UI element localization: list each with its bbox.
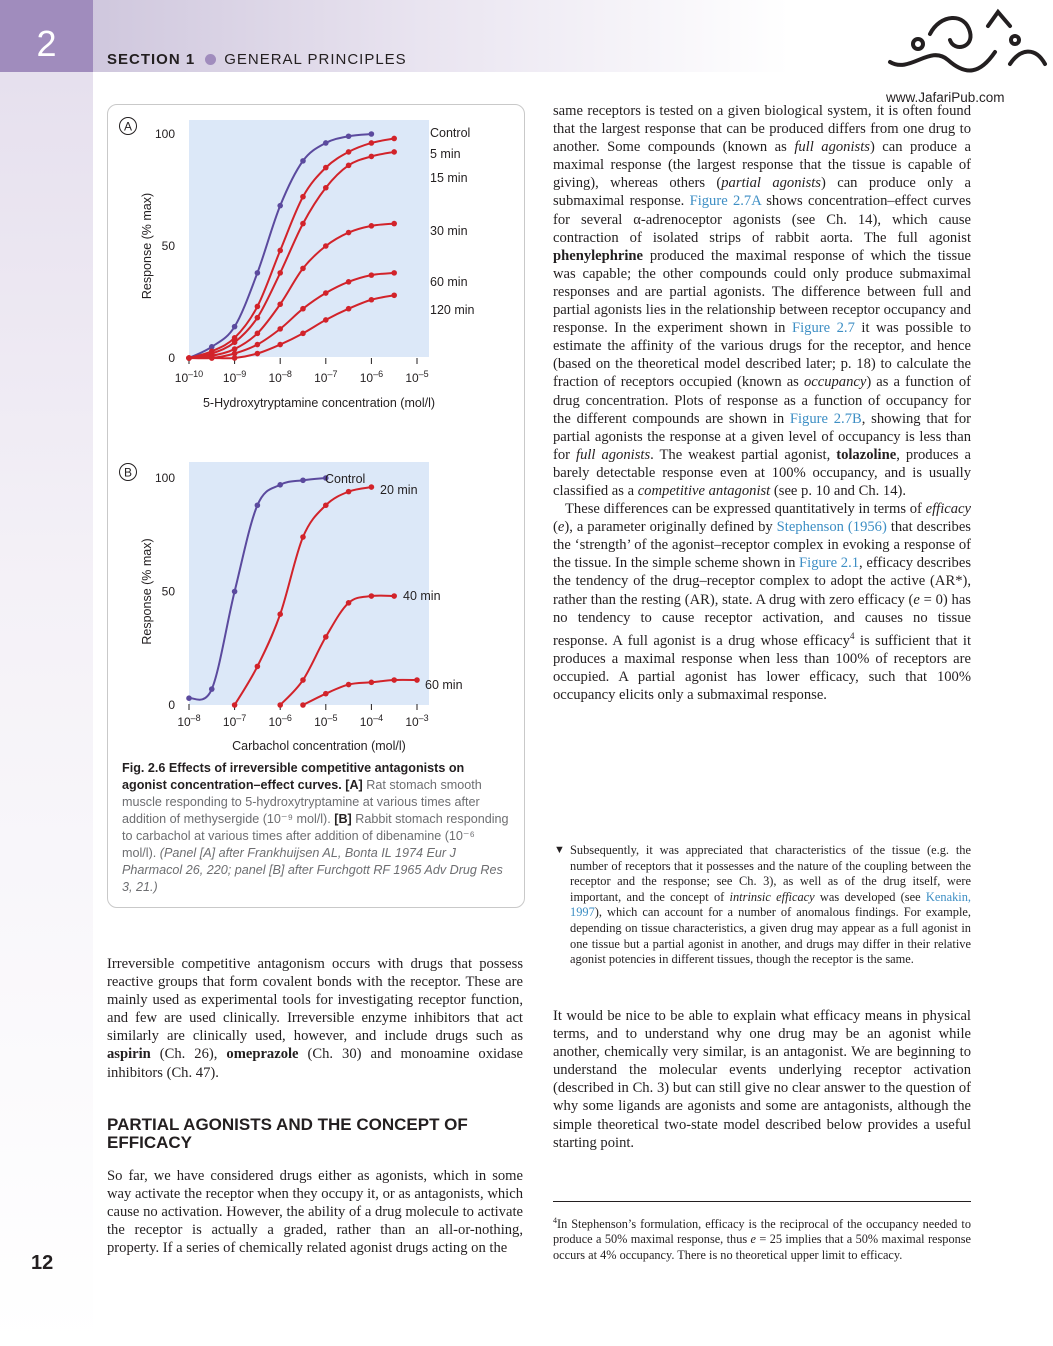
small-print-text: Subsequently, it was appreciated that characteristics of the tissue (e.g. the number of receptors that it possesses and the nature of the coupling between the receptor and the response; see Ch. 3), as well as of the drug itself, were important, and the concept of intrinsic efficacy was developed (see Kenakin, 1997), which can account for a number of anomalous findings. For example, depending on tissue characteristics, a given drug may appear as a full agonist in one tissue but a partial agonist in another, and drugs may differ in their relative agonist potencies in different tissues, though the receptor is the same. bbox=[570, 843, 971, 967]
data-point bbox=[277, 301, 283, 307]
chart-panel-b bbox=[107, 450, 523, 760]
chapter-number: 2 bbox=[36, 23, 57, 64]
series-label: 5 min bbox=[430, 147, 461, 161]
data-point bbox=[414, 677, 420, 683]
y-axis-label: Response (% max) bbox=[140, 538, 154, 645]
panel-label: A bbox=[123, 119, 133, 134]
data-point bbox=[255, 304, 261, 310]
data-point bbox=[346, 163, 352, 169]
right-column-text bbox=[553, 102, 971, 704]
series-label: 40 min bbox=[403, 589, 441, 603]
series-label: 60 min bbox=[430, 275, 468, 289]
plot-area bbox=[189, 120, 429, 357]
series-label: 20 min bbox=[380, 483, 418, 497]
data-point bbox=[369, 223, 375, 229]
data-point bbox=[277, 326, 283, 332]
series-label: Control bbox=[325, 472, 366, 486]
data-point bbox=[346, 306, 352, 312]
data-point bbox=[323, 140, 329, 146]
x-tick-label: $10^{-6}$ bbox=[268, 713, 292, 729]
data-point bbox=[323, 290, 329, 296]
x-tick-label: $10^{-7}$ bbox=[222, 713, 247, 729]
data-point bbox=[323, 185, 329, 191]
site-url: www.JafariPub.com bbox=[886, 90, 1005, 105]
data-point bbox=[255, 270, 261, 276]
data-point bbox=[277, 702, 283, 708]
x-axis-label: Carbachol concentration (mol/l) bbox=[232, 739, 406, 753]
data-point bbox=[369, 272, 375, 278]
data-point bbox=[300, 266, 306, 272]
data-point bbox=[209, 355, 215, 361]
x-tick-label: $10^{-6}$ bbox=[359, 369, 384, 385]
data-point bbox=[300, 306, 306, 312]
left-column-text-2 bbox=[107, 1167, 523, 1257]
data-point bbox=[369, 154, 375, 160]
x-tick-label: $10^{-8}$ bbox=[268, 369, 292, 385]
data-point bbox=[277, 482, 283, 488]
data-point bbox=[346, 133, 352, 139]
data-point bbox=[369, 593, 375, 599]
y-tick-label: 50 bbox=[161, 239, 175, 253]
data-point bbox=[232, 324, 238, 330]
paragraph: It would be nice to be able to explain what efficacy means in physical terms, and to understand why one drug may be an agonist while another, chemically very similar, is an antagonist. We are beginning to understand the molecular events underlying receptor activation (described in Ch. 3) but can still give no clear answer to the question of why some ligands are agonists and some are antagonists, although the simple theoretical two-state model described below provides a useful starting point. bbox=[553, 1008, 971, 1151]
x-tick-label: $10^{-9}$ bbox=[222, 369, 247, 385]
y-axis-label: Response (% max) bbox=[140, 192, 154, 300]
x-tick-label: $10^{-7}$ bbox=[314, 369, 338, 385]
data-point bbox=[277, 342, 283, 348]
data-point bbox=[300, 702, 306, 708]
data-point bbox=[300, 158, 306, 164]
chapter-tab bbox=[0, 0, 93, 72]
data-point bbox=[346, 279, 352, 285]
y-tick-label: 100 bbox=[154, 127, 175, 141]
data-point bbox=[323, 243, 329, 249]
y-tick-label: 0 bbox=[168, 351, 175, 365]
page-number: 12 bbox=[31, 1252, 54, 1274]
panel-label: B bbox=[123, 465, 133, 480]
data-point bbox=[391, 270, 397, 276]
data-point bbox=[323, 502, 329, 508]
data-point bbox=[232, 340, 238, 346]
caption-body: [A] Rat stomach smooth muscle responding to 5-hydroxytryptamine at various times after addition of methysergide (10⁻⁹ mol/l). [B] Rabbit stomach responding to carbachol at various times after addition of dibenamine (10⁻⁶ mol/l). bbox=[122, 778, 509, 860]
caption-label: Fig. 2.6 bbox=[122, 761, 166, 775]
footnote: $^4$In Stephenson’s formulation, efficacy is the reciprocal of the occupancy needed to produce a 50% maximal response, thus e = 25 implies that a 50% maximal response occurs at 4% occupancy. There is no theoretical upper limit to efficacy. bbox=[553, 1216, 971, 1262]
chart-panel-a bbox=[107, 104, 523, 424]
paragraph: So far, we have considered drugs either as agonists, which in some way activate the receptor when they occupy it, or as antagonists, which cause no activation. However, the ability of a drug molecule to activate the receptor is actually a graded, rather than an all-or-nothing, property. If a series of chemically related agonist drugs acting on the bbox=[107, 1168, 523, 1257]
running-header bbox=[107, 51, 407, 68]
data-point bbox=[369, 131, 375, 137]
series-label: Control bbox=[430, 126, 471, 140]
data-point bbox=[255, 315, 261, 321]
data-point bbox=[255, 331, 261, 337]
y-tick-label: 50 bbox=[161, 584, 175, 599]
data-point bbox=[346, 489, 352, 495]
data-point bbox=[277, 248, 283, 254]
data-point bbox=[369, 484, 375, 490]
footnote-rule bbox=[553, 1201, 971, 1202]
data-point bbox=[346, 682, 352, 688]
data-point bbox=[255, 502, 261, 508]
x-tick-label: $10^{-4}$ bbox=[359, 713, 384, 729]
data-point bbox=[369, 140, 375, 146]
small-print-note bbox=[554, 843, 971, 968]
data-point bbox=[300, 221, 306, 227]
bullet-dot-icon bbox=[205, 54, 216, 65]
data-point bbox=[391, 136, 397, 142]
data-point bbox=[186, 355, 192, 361]
series-label: 30 min bbox=[430, 224, 468, 238]
data-point bbox=[391, 593, 397, 599]
section-title: GENERAL PRINCIPLES bbox=[224, 51, 407, 68]
data-point bbox=[277, 611, 283, 617]
figure-caption bbox=[122, 760, 510, 896]
data-point bbox=[346, 600, 352, 606]
x-tick-label: $10^{-3}$ bbox=[405, 713, 429, 729]
sidebar-strip bbox=[0, 72, 93, 1346]
series-label: 60 min bbox=[425, 678, 463, 692]
data-point bbox=[277, 270, 283, 276]
caption-title: Effects of irreversible competitive antagonists on agonist concentration–effect curves. bbox=[122, 761, 465, 792]
data-point bbox=[391, 292, 397, 298]
data-point bbox=[300, 194, 306, 200]
data-point bbox=[346, 149, 352, 155]
data-point bbox=[323, 634, 329, 640]
left-column-text bbox=[107, 955, 523, 1082]
data-point bbox=[232, 702, 238, 708]
data-point bbox=[300, 534, 306, 540]
x-tick-label: $10^{-5}$ bbox=[314, 713, 338, 729]
paragraph: Irreversible competitive antagonism occurs with drugs that possess reactive groups that form covalent bonds with the receptor. These are mainly used as experimental tools for investigating receptor function, and few are used clinically. Irreversible enzyme inhibitors that act similarly are clinically used, however, and include drugs such as aspirin (Ch. 26), omeprazole (Ch. 30) and monoamine oxidase inhibitors (Ch. 47). bbox=[107, 956, 523, 1081]
section-heading: PARTIAL AGONISTS AND THE CONCEPT OF EFFICACY bbox=[107, 1115, 468, 1152]
section-prefix: SECTION 1 bbox=[107, 51, 196, 68]
x-tick-label: $10^{-8}$ bbox=[177, 713, 201, 729]
series-label: 120 min bbox=[430, 303, 475, 317]
paragraph: These differences can be expressed quantitatively in terms of efficacy (e), a parameter originally defined by Stephenson (1956) that describes the ‘strength’ of the agonist–receptor complex in evoking a response of the tissue. In the simple scheme shown in Figure 2.1, efficacy describes the tendency of the drug–receptor complex to adopt the active (AR*), rather than the resting (AR), state. A drug with zero efficacy (e = 0) has no tendency to cause receptor activation, and causes no tissue response. A full agonist is a drug whose efficacy$^4$ is sufficient that it produces a maximal response when less than 100% of receptors are occupied. A partial agonist has lower efficacy, such that 100% occupancy elicits only a submaximal response. bbox=[553, 501, 972, 703]
x-tick-label: $10^{-10}$ bbox=[174, 369, 204, 385]
data-point bbox=[186, 695, 192, 701]
right-column-text-2 bbox=[553, 1007, 971, 1152]
data-point bbox=[369, 297, 375, 303]
data-point bbox=[255, 342, 261, 348]
data-point bbox=[255, 664, 261, 670]
data-point bbox=[391, 149, 397, 155]
y-tick-label: 0 bbox=[168, 698, 175, 712]
caption-source: (Panel [A] after Frankhuijsen AL, Bonta IL 1974 Eur J Pharmacol 26, 220; panel [B] after Furchgott RF 1965 Adv Drug Res 3, 21.) bbox=[122, 846, 503, 894]
data-point bbox=[323, 691, 329, 697]
data-point bbox=[232, 589, 238, 595]
data-point bbox=[391, 677, 397, 683]
y-tick-label: 100 bbox=[154, 471, 175, 485]
series-label: 15 min bbox=[430, 171, 468, 185]
data-point bbox=[209, 686, 215, 692]
data-point bbox=[255, 351, 261, 357]
data-point bbox=[300, 331, 306, 337]
data-point bbox=[277, 203, 283, 209]
data-point bbox=[369, 680, 375, 686]
x-axis-label: 5-Hydroxytryptamine concentration (mol/l) bbox=[202, 396, 436, 410]
data-point bbox=[323, 165, 329, 171]
data-point bbox=[232, 355, 238, 361]
x-tick-label: $10^{-5}$ bbox=[405, 369, 429, 385]
data-point bbox=[391, 221, 397, 227]
data-point bbox=[323, 317, 329, 323]
data-point bbox=[346, 230, 352, 236]
data-point bbox=[300, 677, 306, 683]
paragraph: same receptors is tested on a given biological system, it is often found that the largest response that can be produced differs from one drug to another. Some compounds (known as full agonists) can produce a maximal response (the largest response that the tissue is capable of giving), whereas others (partial agonists) can produce only a submaximal response. Figure 2.7A shows concentration–effect curves for several α-adrenoceptor agonists (see Ch. 14), which cause contraction of isolated strips of rabbit aorta. The full agonist phenylephrine produced the maximal response of which the tissue was capable; the other compounds could only produce submaximal responses and are partial agonists. The difference between full and partial agonists lies in the relationship between receptor occupancy and response. In the experiment shown in Figure 2.7 it was possible to estimate the affinity of the various drugs for the receptor, and hence (based on the theoretical model described later; p. 18) to calculate the fraction of receptors occupied (known as occupancy) as a function of drug concentration. Plots of response as a function of occupancy for the different compounds are shown in Figure 2.7B, showing that for partial agonists the response at a given level of occupancy is less than for full agonists. The weakest partial agonist, tolazoline, produces a barely detectable response even at 100% occupancy, and is usually classified as a competitive antagonist (see p. 10 and Ch. 14). bbox=[553, 103, 972, 499]
data-point bbox=[300, 477, 306, 483]
triangle-marker-icon: ▼ bbox=[554, 844, 565, 856]
